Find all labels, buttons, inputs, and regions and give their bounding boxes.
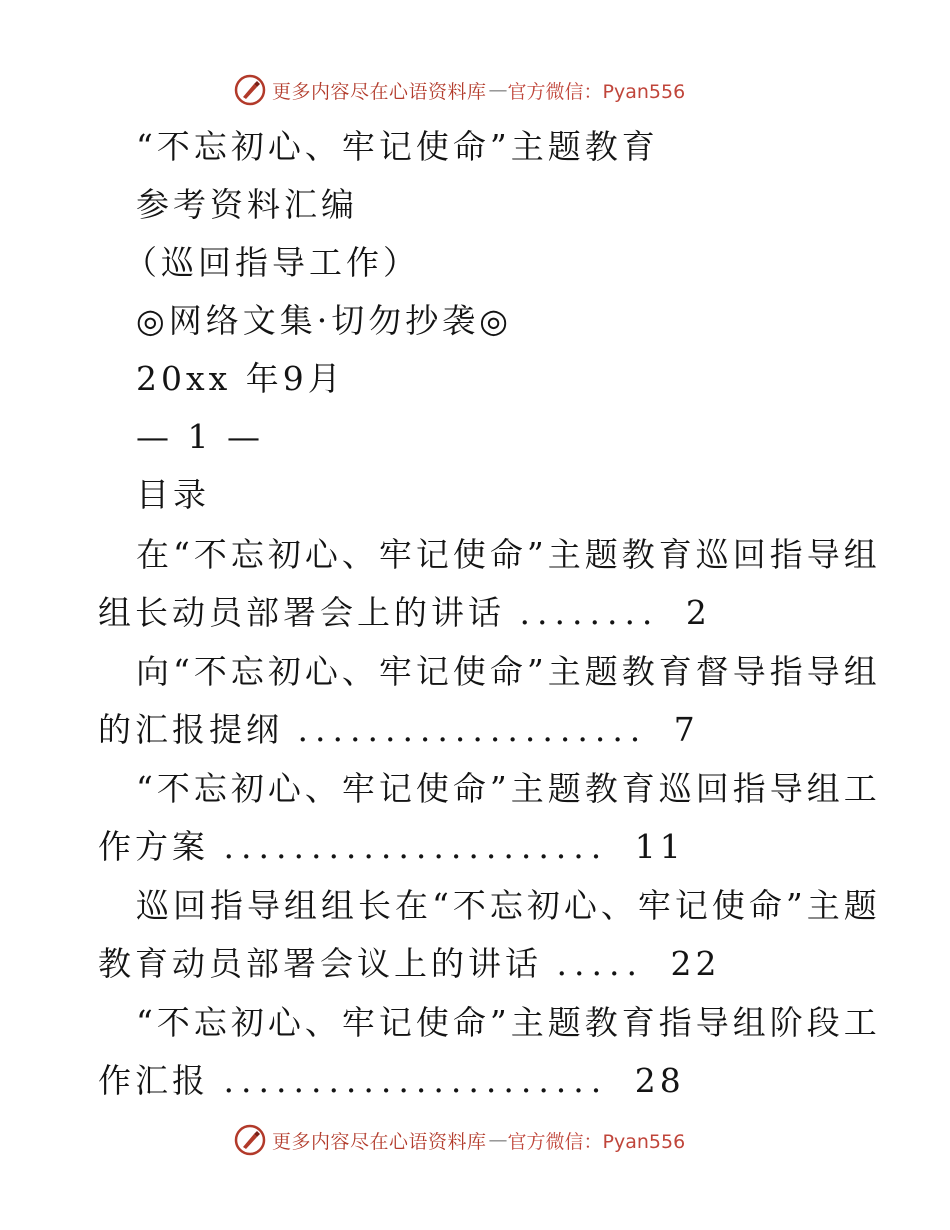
pen-logo-icon — [234, 74, 266, 106]
banner-separator: — — [488, 1129, 508, 1151]
copyright-notice: ◎网络文集·切勿抄袭◎ — [136, 301, 513, 340]
toc-entry-2-line2[interactable] — [98, 710, 858, 750]
document-date: 20xx 年9月 — [136, 359, 345, 398]
toc-entry-3-line1[interactable]: “不忘初心、牢记使命”主题教育巡回指导组工 — [136, 769, 881, 808]
banner-brand-text: 更多内容尽在心语资料库 — [272, 1130, 487, 1153]
watermark-banner-top — [234, 72, 685, 108]
toc-entry-4-line2[interactable] — [98, 944, 858, 984]
toc-entry-title: 的汇报提纲 — [98, 710, 283, 749]
toc-entry-5-line1[interactable]: “不忘初心、牢记使命”主题教育指导组阶段工 — [136, 1003, 881, 1042]
toc-page-number: 2 — [685, 593, 711, 632]
pen-logo-icon — [234, 1124, 266, 1156]
toc-page-number: 7 — [673, 710, 699, 749]
toc-page-number: 28 — [634, 1061, 685, 1100]
document-title: “不忘初心、牢记使命”主题教育 — [136, 127, 659, 166]
banner-account-text: 官方微信：Pyan556 — [507, 80, 686, 103]
toc-entry-title: 组长动员部署会上的讲话 — [98, 593, 505, 632]
toc-entry-title: 教育动员部署会议上的讲话 — [98, 944, 542, 983]
toc-entry-1-line2[interactable] — [98, 593, 858, 633]
toc-leader-dots: ...................... — [223, 1061, 609, 1100]
toc-entry-4-line1[interactable]: 巡回指导组组长在“不忘初心、牢记使命”主题 — [136, 886, 881, 925]
banner-account-text: 官方微信：Pyan556 — [507, 1130, 686, 1153]
toc-heading: 目录 — [136, 475, 210, 514]
banner-brand-text: 更多内容尽在心语资料库 — [272, 80, 487, 103]
toc-entry-2-line1[interactable]: 向“不忘初心、牢记使命”主题教育督导指导组 — [136, 652, 881, 691]
watermark-banner-bottom — [234, 1122, 685, 1158]
toc-leader-dots: ...................... — [223, 827, 609, 866]
document-category: （巡回指导工作） — [124, 243, 420, 282]
toc-entry-title: 作方案 — [98, 827, 209, 866]
page-number: — 1 — — [136, 417, 264, 456]
toc-page-number: 22 — [670, 944, 721, 983]
toc-leader-dots: ........ — [519, 593, 660, 632]
document-subtitle: 参考资料汇编 — [136, 185, 358, 224]
banner-separator: — — [488, 79, 508, 101]
toc-entry-5-line2[interactable] — [98, 1061, 858, 1101]
toc-entry-1-line1[interactable]: 在“不忘初心、牢记使命”主题教育巡回指导组 — [136, 535, 881, 574]
toc-entry-title: 作汇报 — [98, 1061, 209, 1100]
toc-leader-dots: .................... — [297, 710, 648, 749]
toc-page-number: 11 — [634, 827, 685, 866]
toc-leader-dots: ..... — [556, 944, 644, 983]
toc-entry-3-line2[interactable] — [98, 827, 858, 867]
